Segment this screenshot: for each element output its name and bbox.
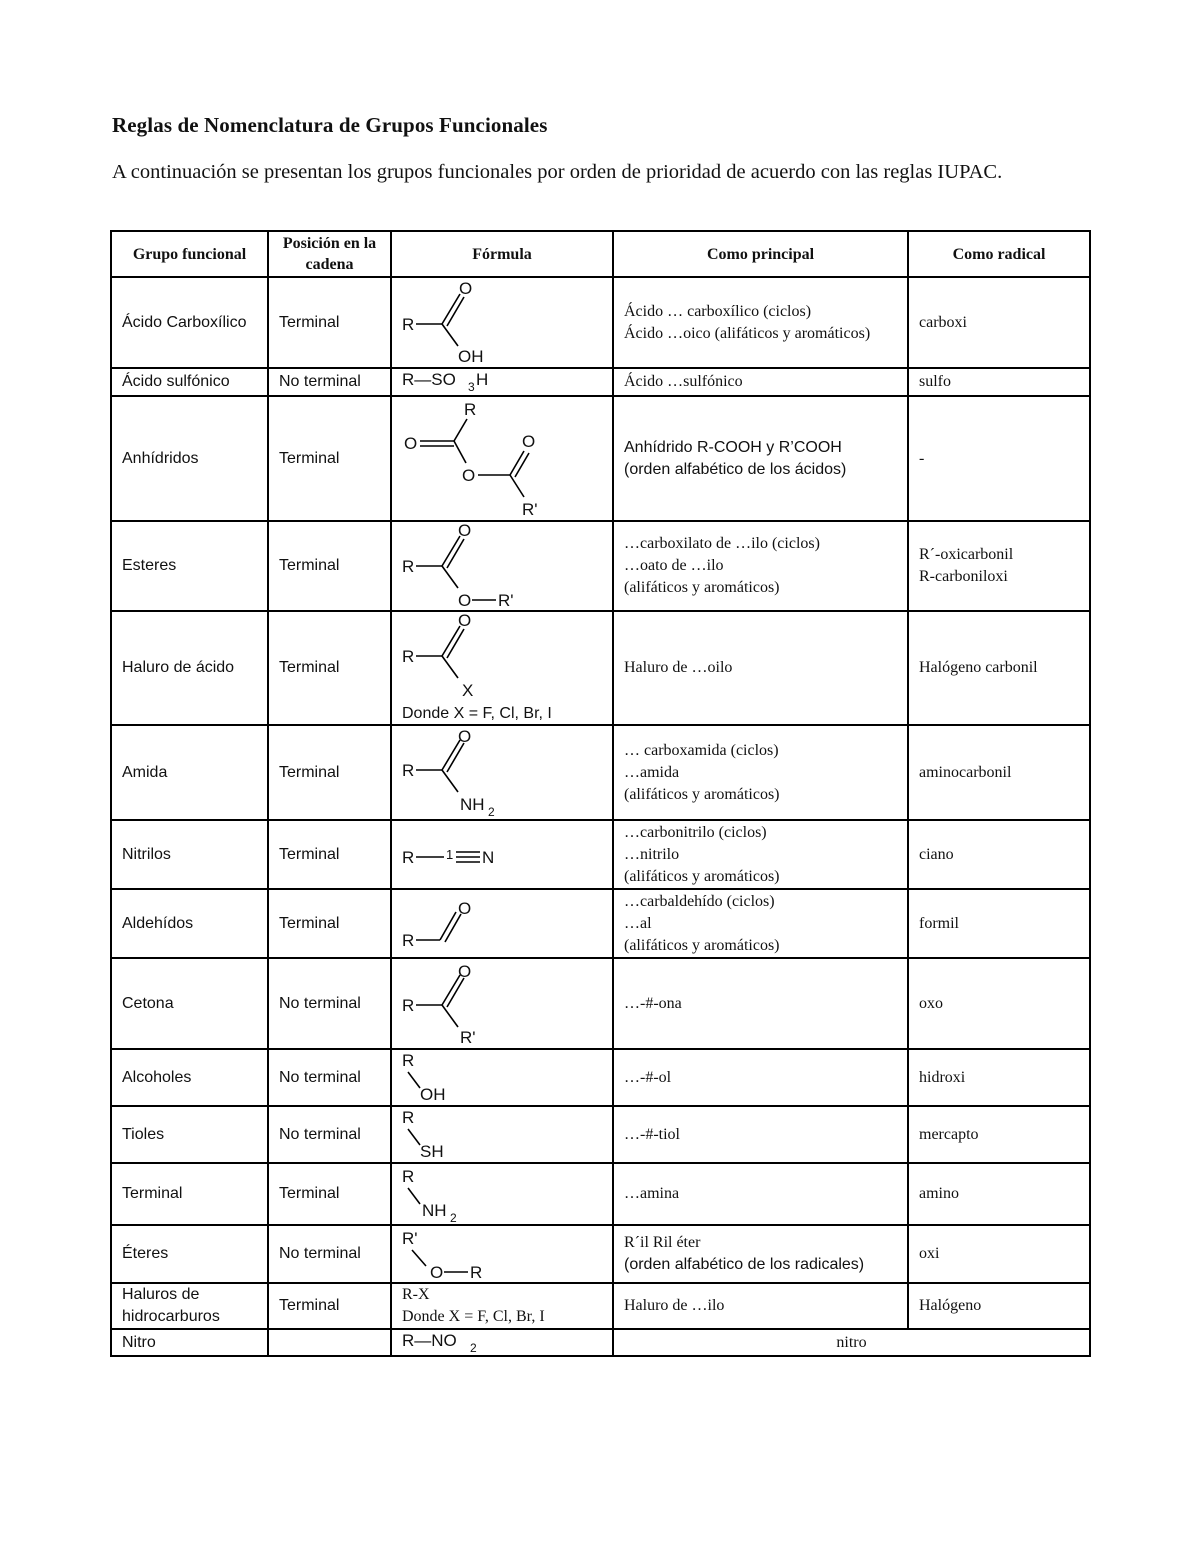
formula-ketone xyxy=(391,958,613,1049)
table-row xyxy=(111,889,1090,958)
svg-text:O: O xyxy=(462,466,476,485)
svg-text:H: H xyxy=(476,370,489,389)
svg-text:R': R' xyxy=(522,500,538,519)
svg-text:R: R xyxy=(464,400,477,419)
cell-grupo: Terminal xyxy=(111,1163,268,1225)
cell-posicion: No terminal xyxy=(268,1225,391,1283)
cell-radical: oxi xyxy=(908,1225,1090,1283)
svg-text:Donde X = F, Cl, Br, I: Donde X = F, Cl, Br, I xyxy=(402,705,552,722)
cell-grupo: Tioles xyxy=(111,1106,268,1163)
cell-posicion: Terminal xyxy=(268,1163,391,1225)
svg-text:3: 3 xyxy=(468,380,475,394)
cell-principal: Ácido … carboxílico (ciclos) Ácido …oico (alifáticos y aromáticos) xyxy=(613,277,908,368)
cell-grupo: Haluro de ácido xyxy=(111,611,268,725)
cell-principal: …amina xyxy=(613,1163,908,1225)
formula-anhydride xyxy=(391,396,613,521)
svg-text:SH: SH xyxy=(420,1142,444,1161)
cell-principal: R´il Ril éter (orden alfabético de los radicales) xyxy=(613,1225,908,1283)
formula-nitrile xyxy=(391,820,613,889)
cell-grupo: Ácido sulfónico xyxy=(111,368,268,396)
cell-radical: - xyxy=(908,396,1090,521)
svg-text:R: R xyxy=(402,1108,415,1127)
header-principal: Como principal xyxy=(613,231,908,277)
svg-text:O: O xyxy=(458,522,472,540)
cell-posicion: No terminal xyxy=(268,958,391,1049)
intro-paragraph: A continuación se presentan los grupos funcionales por orden de prioridad de acuerdo con las reglas IUPAC. xyxy=(112,161,1003,183)
svg-text:R: R xyxy=(402,557,415,576)
cell-posicion: Terminal xyxy=(268,889,391,958)
cell-radical: ciano xyxy=(908,820,1090,889)
cell-grupo: Ácido Carboxílico xyxy=(111,277,268,368)
cell-principal: …-#-ol xyxy=(613,1049,908,1106)
cell-radical: Halógeno carbonil xyxy=(908,611,1090,725)
cell-posicion: Terminal xyxy=(268,1283,391,1329)
cell-grupo: Alcoholes xyxy=(111,1049,268,1106)
formula-alcohol xyxy=(391,1049,613,1106)
cell-grupo: Amida xyxy=(111,725,268,820)
cell-principal: Anhídrido R-COOH y R’COOH (orden alfabético de los ácidos) xyxy=(613,396,908,521)
cell-posicion: Terminal xyxy=(268,396,391,521)
svg-text:O: O xyxy=(458,899,472,918)
svg-text:R': R' xyxy=(498,591,514,610)
cell-grupo: Nitrilos xyxy=(111,820,268,889)
header-radical: Como radical xyxy=(908,231,1090,277)
svg-text:O: O xyxy=(458,591,472,610)
cell-grupo: Cetona xyxy=(111,958,268,1049)
cell-radical: mercapto xyxy=(908,1106,1090,1163)
cell-grupo: Nitro xyxy=(111,1329,268,1356)
table-row xyxy=(111,277,1090,368)
formula-aldehyde xyxy=(391,889,613,958)
cell-principal: …carbonitrilo (ciclos) …nitrilo (alifáticos y aromáticos) xyxy=(613,820,908,889)
formula-amine xyxy=(391,1163,613,1225)
formula-thiol xyxy=(391,1106,613,1163)
svg-text:2: 2 xyxy=(450,1211,457,1224)
cell-grupo: Éteres xyxy=(111,1225,268,1283)
header-grupo: Grupo funcional xyxy=(111,231,268,277)
svg-text:R: R xyxy=(402,761,415,780)
formula-amide xyxy=(391,725,613,820)
cell-radical: formil xyxy=(908,889,1090,958)
table-header-row xyxy=(111,231,1090,277)
svg-text:2: 2 xyxy=(470,1341,477,1355)
table-row xyxy=(111,1225,1090,1283)
cell-radical: aminocarbonil xyxy=(908,725,1090,820)
document-title: Reglas de Nomenclatura de Grupos Funcionales xyxy=(112,113,548,137)
svg-text:R: R xyxy=(402,647,415,666)
cell-radical: Halógeno xyxy=(908,1283,1090,1329)
cell-principal: … carboxamida (ciclos) …amida (alifáticos y aromáticos) xyxy=(613,725,908,820)
table-row xyxy=(111,1283,1090,1329)
table-row xyxy=(111,611,1090,725)
svg-text:O: O xyxy=(458,612,472,630)
svg-text:R': R' xyxy=(402,1229,418,1248)
cell-posicion: Terminal xyxy=(268,277,391,368)
header-formula: Fórmula xyxy=(391,231,613,277)
cell-principal: …carboxilato de …ilo (ciclos) …oato de …ilo (alifáticos y aromáticos) xyxy=(613,521,908,611)
svg-text:OH: OH xyxy=(458,347,484,366)
svg-text:R: R xyxy=(402,931,415,950)
formula-nitro xyxy=(391,1329,613,1356)
table-row xyxy=(111,1049,1090,1106)
cell-radical: carboxi xyxy=(908,277,1090,368)
cell-principal: …-#-tiol xyxy=(613,1106,908,1163)
formula-ester xyxy=(391,521,613,611)
svg-text:O: O xyxy=(458,727,472,746)
formula-ether xyxy=(391,1225,613,1283)
cell-posicion xyxy=(268,1329,391,1356)
header-posicion: Posición en la cadena xyxy=(268,231,391,277)
svg-text:N: N xyxy=(482,848,495,867)
svg-text:OH: OH xyxy=(420,1085,446,1104)
svg-text:R: R xyxy=(402,1167,415,1186)
svg-text:O: O xyxy=(458,962,472,981)
svg-text:R—NO: R—NO xyxy=(402,1331,457,1350)
cell-principal: Ácido …sulfónico xyxy=(613,368,908,396)
svg-text:NH: NH xyxy=(422,1201,447,1220)
cell-posicion: Terminal xyxy=(268,611,391,725)
formula-carboxylic-acid xyxy=(391,277,613,368)
table-row xyxy=(111,820,1090,889)
cell-grupo: Esteres xyxy=(111,521,268,611)
svg-text:R: R xyxy=(402,848,415,867)
table-row xyxy=(111,521,1090,611)
table-row xyxy=(111,1163,1090,1225)
cell-posicion: No terminal xyxy=(268,368,391,396)
svg-text:O: O xyxy=(404,434,418,453)
cell-posicion: Terminal xyxy=(268,521,391,611)
table-row xyxy=(111,1329,1090,1356)
svg-text:R': R' xyxy=(460,1028,476,1047)
functional-groups-table xyxy=(110,230,1091,1357)
formula-hydrocarbon-halide: R-X Donde X = F, Cl, Br, I xyxy=(391,1283,613,1329)
cell-principal-radical-merged: nitro xyxy=(613,1329,1090,1356)
table-row xyxy=(111,368,1090,396)
cell-radical: sulfo xyxy=(908,368,1090,396)
svg-text:R: R xyxy=(402,315,415,334)
formula-acid-halide xyxy=(391,611,613,725)
table-row xyxy=(111,958,1090,1049)
svg-text:R: R xyxy=(470,1263,483,1282)
cell-principal: …carbaldehído (ciclos) …al (alifáticos y aromáticos) xyxy=(613,889,908,958)
table-row xyxy=(111,1106,1090,1163)
cell-grupo: Haluros de hidrocarburos xyxy=(111,1283,268,1329)
cell-grupo: Anhídridos xyxy=(111,396,268,521)
svg-text:NH: NH xyxy=(460,795,485,814)
cell-principal: …-#-ona xyxy=(613,958,908,1049)
cell-principal: Haluro de …oilo xyxy=(613,611,908,725)
svg-text:O: O xyxy=(430,1263,444,1282)
table-row xyxy=(111,725,1090,820)
svg-text:1: 1 xyxy=(446,847,454,862)
cell-posicion: Terminal xyxy=(268,725,391,820)
cell-posicion: No terminal xyxy=(268,1106,391,1163)
svg-text:R: R xyxy=(402,996,415,1015)
cell-radical: hidroxi xyxy=(908,1049,1090,1106)
svg-text:R—SO: R—SO xyxy=(402,370,456,389)
cell-principal: Haluro de …ilo xyxy=(613,1283,908,1329)
cell-posicion: No terminal xyxy=(268,1049,391,1106)
cell-radical: amino xyxy=(908,1163,1090,1225)
formula-sulfonic-acid xyxy=(391,368,613,396)
cell-radical: oxo xyxy=(908,958,1090,1049)
table-row xyxy=(111,396,1090,521)
svg-text:X: X xyxy=(462,681,474,700)
svg-text:2: 2 xyxy=(488,805,495,819)
cell-posicion: Terminal xyxy=(268,820,391,889)
svg-text:O: O xyxy=(522,432,536,451)
svg-text:R: R xyxy=(402,1051,415,1070)
svg-text:O: O xyxy=(459,279,473,298)
cell-grupo: Aldehídos xyxy=(111,889,268,958)
cell-radical: R´-oxicarbonil R-carboniloxi xyxy=(908,521,1090,611)
